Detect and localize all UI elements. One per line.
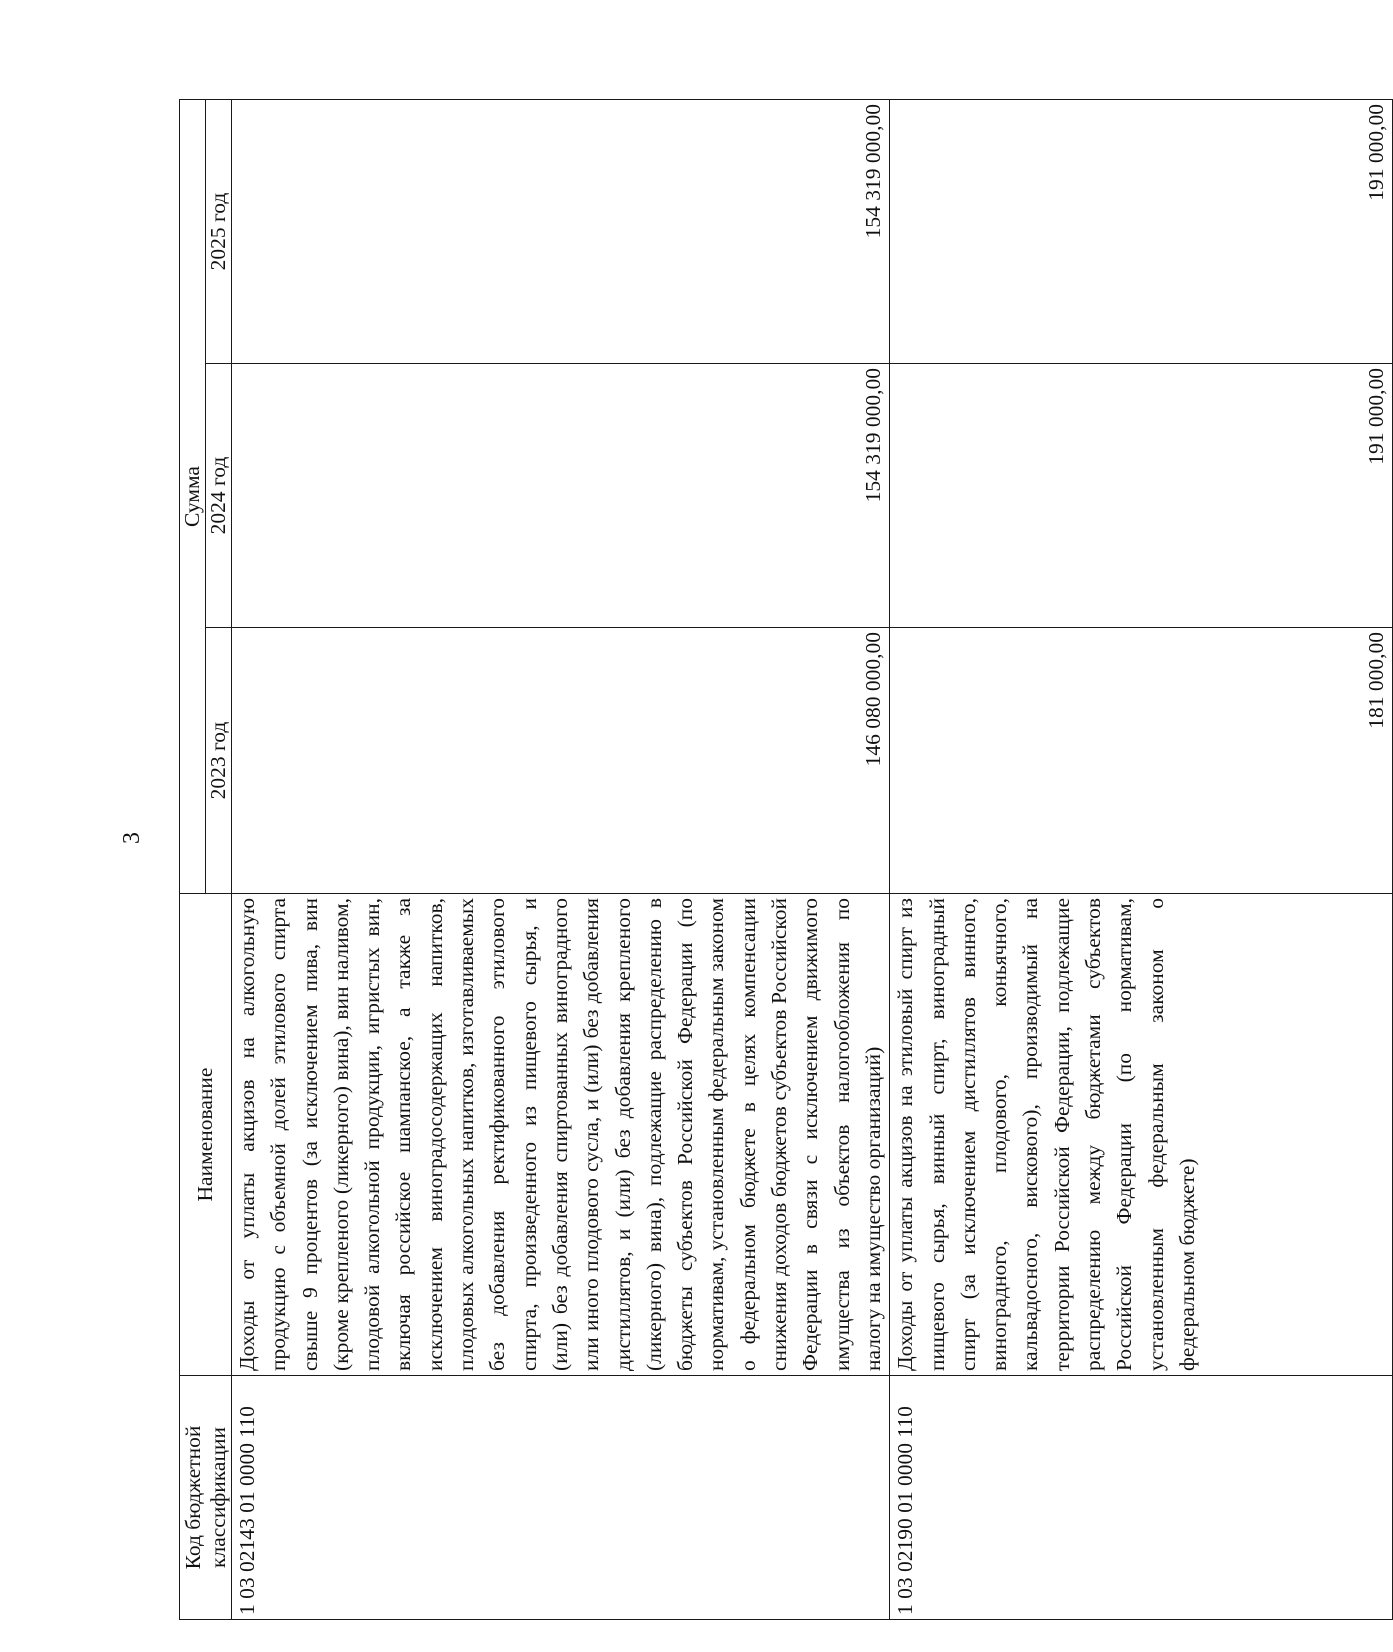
row-value-2023: 181 000,00 [890,628,1393,894]
header-year-2023: 2023 год [206,628,232,894]
table-row [890,99,1393,1619]
page-number: 3 [119,832,145,844]
row-code: 1 03 02143 01 0000 110 [232,1376,890,1620]
header-year-2025: 2025 год [206,99,232,363]
row-value-2024: 191 000,00 [890,364,1393,628]
table-row [232,99,890,1619]
row-value-2025: 191 000,00 [890,99,1393,363]
row-code: 1 03 02190 01 0000 110 [890,1376,1393,1620]
header-sum: Сумма [180,99,206,893]
budget-revenue-table [179,99,1393,1620]
rotated-page-content [179,100,1388,1620]
header-code: Код бюджетной классификации [180,1376,232,1620]
row-value-2023: 146 080 000,00 [232,628,890,894]
row-name: Доходы от уплаты акцизов на этиловый спирт из пищевого сырья, винный спирт, виноградный спирт (за исключением дистиллятов винного, виноградного, плодового, коньячного, кальвадосного, вискового), производимый на территории Российской Федерации, подлежащие распределению между бюджетами субъектов Российской Федерации (по нормативам, установленным федеральным законом о федеральном бюджете) [890,894,1393,1376]
header-row-1 [180,99,206,1619]
header-name: Наименование [180,894,232,1376]
header-year-2024: 2024 год [206,364,232,628]
row-value-2024: 154 319 000,00 [232,364,890,628]
row-value-2025: 154 319 000,00 [232,99,890,363]
row-name: Доходы от уплаты акцизов на алкогольную продукцию с объемной долей этилового спирта свыше 9 процентов (за исключением пива, вин (кроме крепленого (ликерного) вина), вин наливом, плодовой алкогольной продукции, игристых вин, включая российское шампанское, а также за исключением виноградосодержащих напитков, плодовых алкогольных напитков, изготавливаемых без добавления ректификованного этилового спирта, произведенного из пищевого сырья, и (или) без добавления спиртованных виноградного или иного плодового сусла, и (или) без добавления дистиллятов, и (или) без добавления крепленого (ликерного) вина), подлежащие распределению в бюджеты субъектов Российской Федерации (по нормативам, установленным федеральным законом о федеральном бюджете в целях компенсации снижения доходов бюджетов субъектов Российской Федерации в связи с исключением движимого имущества из объектов налогообложения по налогу на имущество организаций) [232,894,890,1376]
